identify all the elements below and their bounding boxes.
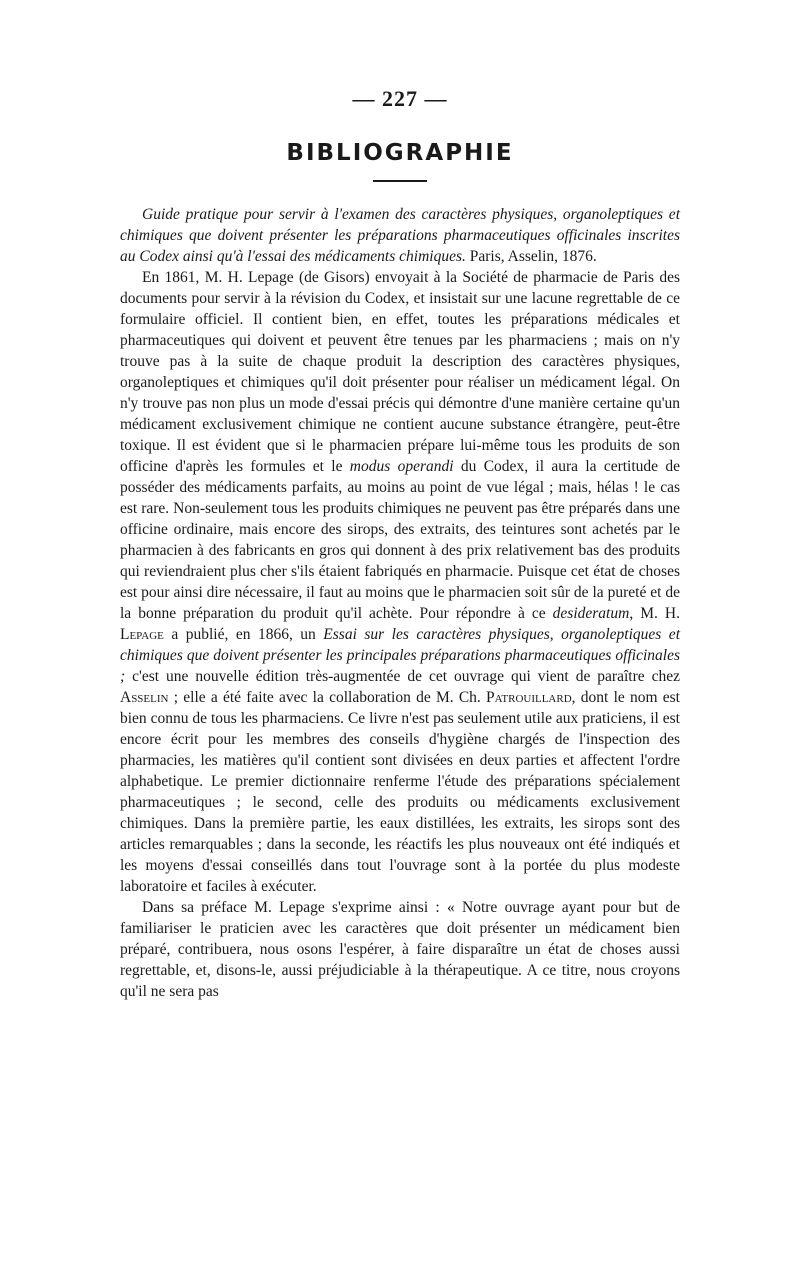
page-number: — 227 —: [352, 86, 448, 111]
modus-operandi: modus operandi: [349, 458, 454, 475]
citation-title: Guide pratique pour servir à l'examen des caractères physiques, organoleptiques et chimiques que doivent présenter les préparations pharmaceutiques officinales inscrites au Codex ainsi qu'à l'essai des médicaments chimiques.: [120, 206, 680, 265]
paragraph-1-text-e: c'est une nouvelle édition très-augmentée de cet ouvrage qui vient de paraître chez: [125, 668, 680, 685]
author-lepage: Lepage: [120, 626, 164, 643]
paragraph-2: Dans sa préface M. Lepage s'exprime ainsi : « Notre ouvrage ayant pour but de familiariser le praticien avec les caractères que doit présenter un médicament bien préparé, contribuera, nous osons l'espérer, à faire disparaître un état de choses aussi regrettable, et, disons-le, aussi préjudiciable à la thérapeutique. A ce titre, nous croyons qu'il ne sera pas: [120, 899, 680, 1000]
citation-publisher: Paris, Asselin, 1876.: [465, 248, 597, 265]
paragraph-1-text-c: , M. H.: [629, 605, 680, 622]
page-content: [120, 86, 680, 1002]
paragraph-1: [120, 267, 680, 897]
paragraph-1-text-b: du Codex, il aura la certitude de posséder des médicaments parfaits, au moins au point de vue légal ; mais, hélas ! le cas est rare. Non-seulement tous les produits chimiques ne peuvent pas être préparés dans une officine ordinaire, mais encore des sirops, des extraits, des teintures sont achetés par le pharmacien à des fabricants en gros qui donnent à des prix relativement bas des produits qui reviendraient plus cher s'ils étaient fabriqués en pharmacie. Puisque cet état de choses est pour ainsi dire nécessaire, il faut au moins que le pharmacien soit sûr de la pureté et de la bonne préparation du produit qu'il achète. Pour répondre à ce: [120, 458, 680, 622]
essai-title: Essai sur les caractères physiques, organoleptiques et chimiques que doivent présenter les principales préparations pharmaceutiques officinales ;: [120, 626, 680, 685]
publisher-asselin: Asselin: [120, 689, 169, 706]
collaborator-patrouillard: Patrouillard: [486, 689, 572, 706]
paragraph-1-text-g: , dont le nom est bien connu de tous les pharmaciens. Ce livre n'est pas seulement utile aux praticiens, il est encore écrit pour les membres des conseils d'hygiène chargés de l'inspection des pharmacies, les matières qu'il contient sont divisées en deux parties et affectent l'ordre alphabetique. Le premier dictionnaire renferme l'étude des préparations spécialement pharmaceutiques ; le second, celle des produits ou médicaments exclusivement chimiques. Dans la première partie, les eaux distillées, les extraits, les sirops sont des articles remarquables ; dans la seconde, les réactifs les plus nouveaux ont été indiqués et les moyens d'essai conseillés dans tout l'ouvrage sont à la portée du plus modeste laboratoire et faciles à exécuter.: [120, 689, 680, 895]
desideratum: desideratum: [552, 605, 630, 622]
paragraph-1-text-f: ; elle a été faite avec la collaboration de M. Ch.: [168, 689, 487, 706]
citation: [120, 204, 680, 267]
title-rule: [373, 180, 427, 182]
section-title: BIBLIOGRAPHIE: [286, 140, 514, 166]
paragraph-1-text-a: En 1861, M. H. Lepage (de Gisors) envoyait à la Société de pharmacie de Paris des documents pour servir à la révision du Codex, et insistait sur une lacune regrettable de ce formulaire officiel. Il contient bien, en effet, toutes les préparations médicales et pharmaceutiques qui doivent et peuvent être tenues par les pharmaciens ; mais on n'y trouve pas à la suite de chaque produit la description des caractères physiques, organoleptiques et chimiques qu'il doit présenter pour réaliser un médicament légal. On n'y trouve pas non plus un mode d'essai précis qui démontre d'une manière certaine qu'un médicament exclusivement chimique ne contient aucune substance étrangère, peut-être toxique. Il est évident que si le pharmacien prépare lui-même tous les produits de son officine d'après les formules et le: [120, 269, 680, 475]
paragraph-1-text-d: a publié, en 1866, un: [163, 626, 324, 643]
